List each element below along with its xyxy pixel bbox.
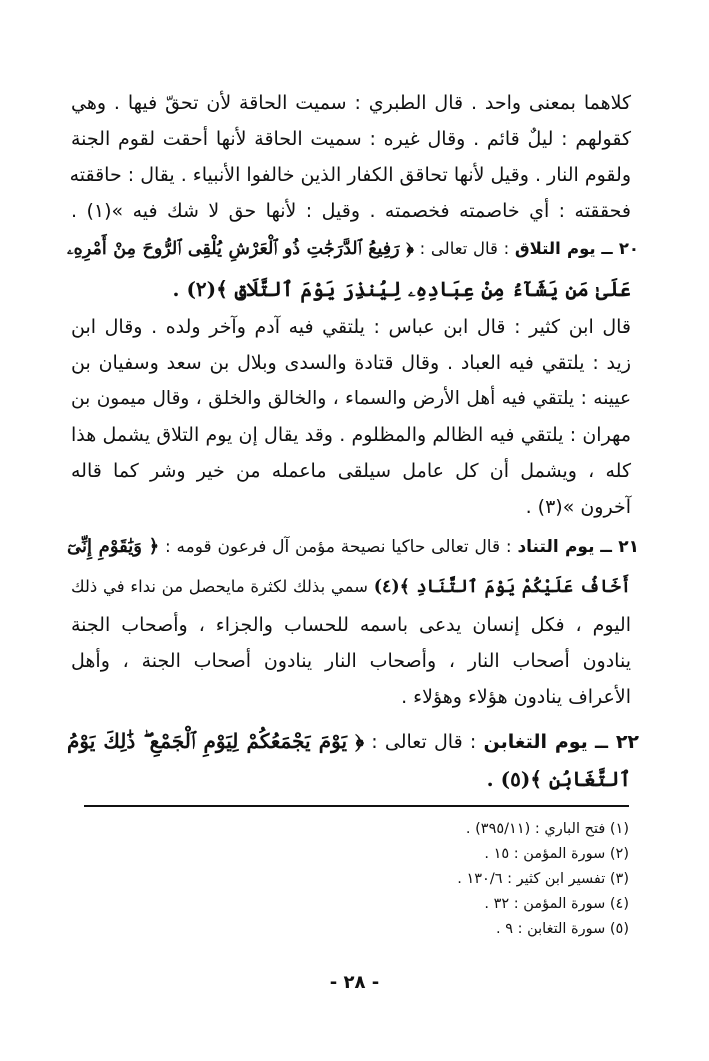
footnote: (٤) سورة المؤمن : ٣٢ .	[484, 896, 629, 912]
body-line: كله ، ويشمل أن كل عامل سيلقى ماعمله من خير وشر كما قاله	[71, 460, 631, 482]
footnote: (٢) سورة المؤمن : ١٥ .	[484, 846, 629, 862]
section-number: ٢٢ ــ	[595, 731, 640, 753]
section-intro: : قال تعالى :	[419, 239, 510, 258]
section-number: ٢١ ــ	[600, 537, 640, 557]
body-line: كلاهما بمعنى واحد . قال الطبري : سميت الحاقة لأن تحقّ فيها . وهي	[71, 92, 631, 114]
body-line: قال ابن كثير : قال ابن عباس : يلتقي فيه آدم وآخر ولده . وقال ابن	[71, 316, 631, 338]
section-number: ٢٠ ــ	[601, 239, 639, 258]
section-21-heading-line	[67, 530, 639, 564]
quran-verse-line	[71, 272, 631, 307]
footnote: (١) فتح الباري : (٣٩٥/١١) .	[465, 821, 629, 837]
footnote: (٥) سورة التغابن : ٩ .	[495, 921, 629, 937]
quran-verse-line	[71, 570, 631, 604]
quran-verse: أَخَافُ عَلَيْكُمْ يَوْمَ ٱلتَّنَادِ ﴾(٤)	[373, 577, 632, 597]
body-line: ينادون أصحاب النار ، وأصحاب النار ينادون أصحاب الجنة ، وأهل	[71, 650, 631, 672]
quran-verse: عَلَىٰ مَن يَشَآءُ مِنْ عِبَادِهِۦ لِيُنذِرَ يَوْمَ ٱلتَّلَاقِ ﴾(٢) .	[172, 277, 631, 301]
body-line: الأعراف ينادون هؤلاء وهؤلاء .	[401, 686, 631, 708]
section-heading: يوم التغابن	[483, 731, 588, 753]
body-line: عيينه : يلتقي فيه أهل الأرض والسماء ، والخالق والخلق ، وقال ميمون بن	[71, 388, 631, 409]
body-line: مهران : يلتقي فيه الظالم والمظلوم . وقد يقال إن يوم التلاق يشمل هذا	[71, 424, 631, 446]
section-heading: يوم التناد	[517, 537, 595, 557]
quran-verse: ﴿ رَفِيعُ ٱلدَّرَجَٰتِ ذُو ٱلْعَرْشِ يُلْقِى ٱلرُّوحَ مِنْ أَمْرِهِۦ	[67, 239, 414, 259]
quran-verse-line	[71, 762, 631, 797]
body-line: آخرون »(٣) .	[525, 496, 631, 518]
footnote: (٣) تفسير ابن كثير : ١٣٠/٦ .	[457, 871, 629, 887]
quran-verse: ﴿ وَيَٰقَوْمِ إِنِّىٓ	[67, 536, 160, 557]
body-line: كقولهم : ليلٌ قائم . وقال غيره : سميت الحاقة لأنها أحقت لقوم الجنة	[71, 128, 631, 150]
body-line: ولقوم النار . وقيل لأنها تحاقق الكفار الذين خالفوا الأنبياء . يقال : حاققته	[69, 164, 631, 186]
body-text: سمي بذلك لكثرة مايحصل من نداء في ذلك	[71, 577, 368, 596]
section-heading: يوم التلاق	[514, 239, 596, 258]
quran-verse: ﴿ يَوْمَ يَجْمَعُكُمْ لِيَوْمِ ٱلْجَمْعِ ۖ ذَٰلِكَ يَوْمُ	[67, 729, 365, 753]
page-number: - ٢٨ -	[329, 972, 380, 993]
body-line: اليوم ، فكل إنسان يدعى باسمه للحساب والجزاء ، وأصحاب الجنة	[71, 614, 631, 636]
body-line: زيد : يلتقي فيه العباد . وقال قتادة والسدى وبلال بن سعد وسفيان بن	[71, 352, 631, 374]
body-line: فحققته : أي خاصمته فخصمته . وقيل : لأنها حق لا شك فيه »(١) .	[71, 200, 631, 222]
quran-verse: ٱلتَّغَابُنِ ﴾(٥) .	[486, 767, 631, 791]
section-22-heading-line	[67, 724, 639, 759]
section-intro: : قال تعالى :	[371, 731, 477, 753]
section-20-heading-line	[67, 232, 639, 266]
section-intro: : قال تعالى حاكيا نصيحة مؤمن آل فرعون قومه :	[164, 537, 512, 557]
footnote-divider	[84, 805, 629, 807]
